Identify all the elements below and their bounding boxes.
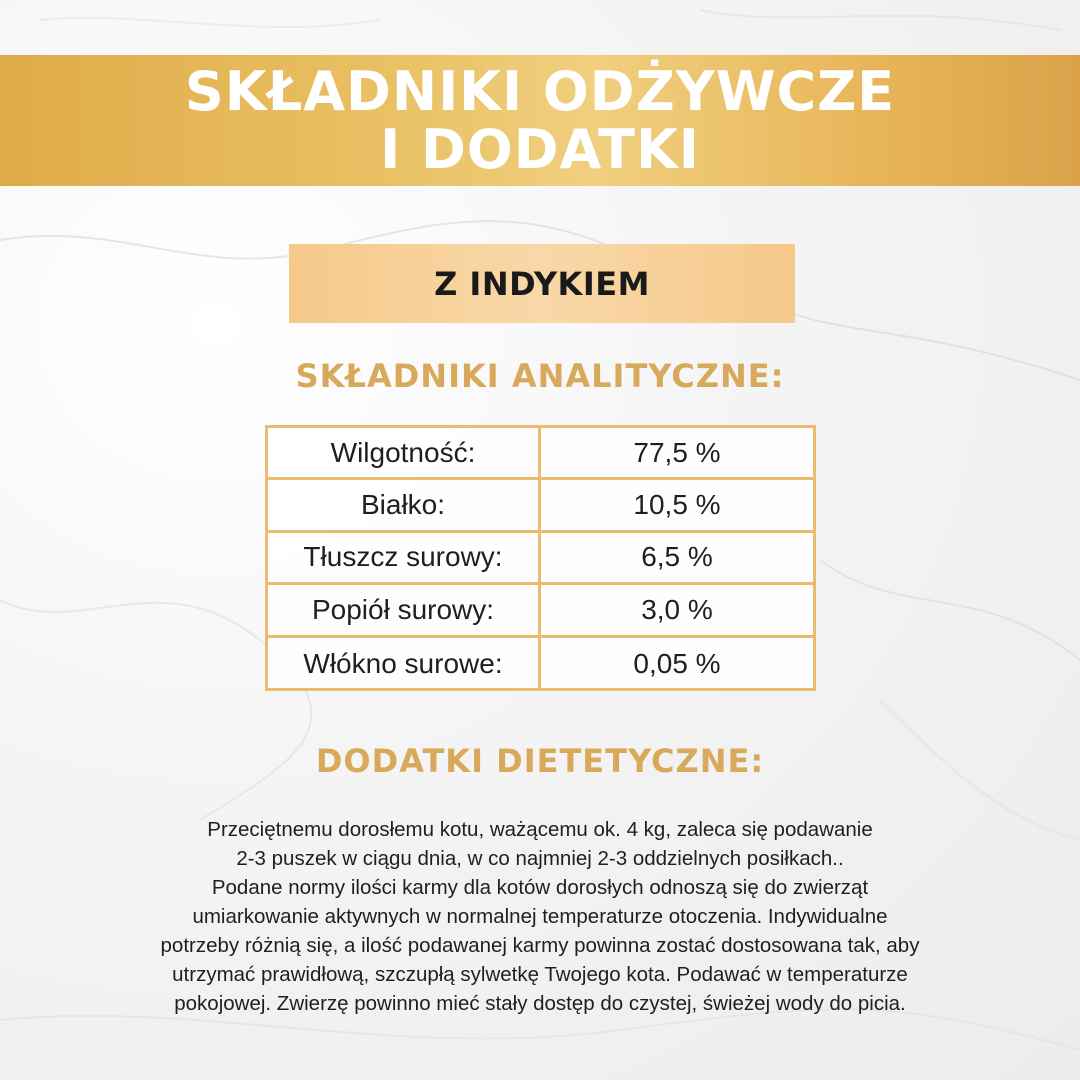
- row-value: 10,5 %: [633, 489, 721, 521]
- variant-box: [289, 244, 795, 323]
- variant-label: Z INDYKIEM: [434, 264, 650, 303]
- banner-title-line-2: I DODATKI: [380, 117, 700, 181]
- paragraph-line: umiarkowanie aktywnych w normalnej temperaturze otoczenia. Indywidualne: [192, 905, 888, 928]
- paragraph-line: 2-3 puszek w ciągu dnia, w co najmniej 2-3 oddzielnych posiłkach..: [236, 847, 844, 870]
- paragraph-line: utrzymać prawidłową, szczupłą sylwetkę Twojego kota. Podawać w temperaturze: [172, 963, 908, 986]
- row-value: 3,0 %: [641, 593, 713, 625]
- row-value: 0,05 %: [633, 647, 721, 679]
- row-name: Tłuszcz surowy:: [268, 533, 541, 582]
- dietary-paragraph: [60, 815, 1020, 1018]
- dietary-heading: DODATKI DIETETYCZNE:: [315, 742, 765, 780]
- row-name: Białko:: [268, 480, 541, 529]
- table-row: [268, 585, 813, 637]
- table-row: [268, 533, 813, 585]
- banner-title-line-1: SKŁADNIKI ODŻYWCZE: [184, 59, 896, 123]
- analytic-table: [265, 425, 816, 691]
- paragraph-line: potrzeby różnią się, a ilość podawanej karmy powinna zostać dostosowana tak, aby: [160, 934, 920, 957]
- table-row: [268, 428, 813, 480]
- table-row: [268, 480, 813, 532]
- row-name: Włókno surowe:: [268, 638, 541, 690]
- title-banner: [0, 55, 1080, 186]
- paragraph-line: Podane normy ilości karmy dla kotów dorosłych odnoszą się do zwierząt: [211, 876, 869, 899]
- row-value: 77,5 %: [633, 436, 721, 468]
- row-value: 6,5 %: [641, 541, 713, 573]
- paragraph-line: pokojowej. Zwierzę powinno mieć stały dostęp do czystej, świeżej wody do picia.: [174, 992, 906, 1015]
- table-row: [268, 638, 813, 690]
- row-name: Wilgotność:: [268, 428, 541, 477]
- paragraph-line: Przeciętnemu dorosłemu kotu, ważącemu ok. 4 kg, zaleca się podawanie: [207, 818, 873, 841]
- row-name: Popiół surowy:: [268, 585, 541, 634]
- analytic-heading: SKŁADNIKI ANALITYCZNE:: [295, 357, 785, 395]
